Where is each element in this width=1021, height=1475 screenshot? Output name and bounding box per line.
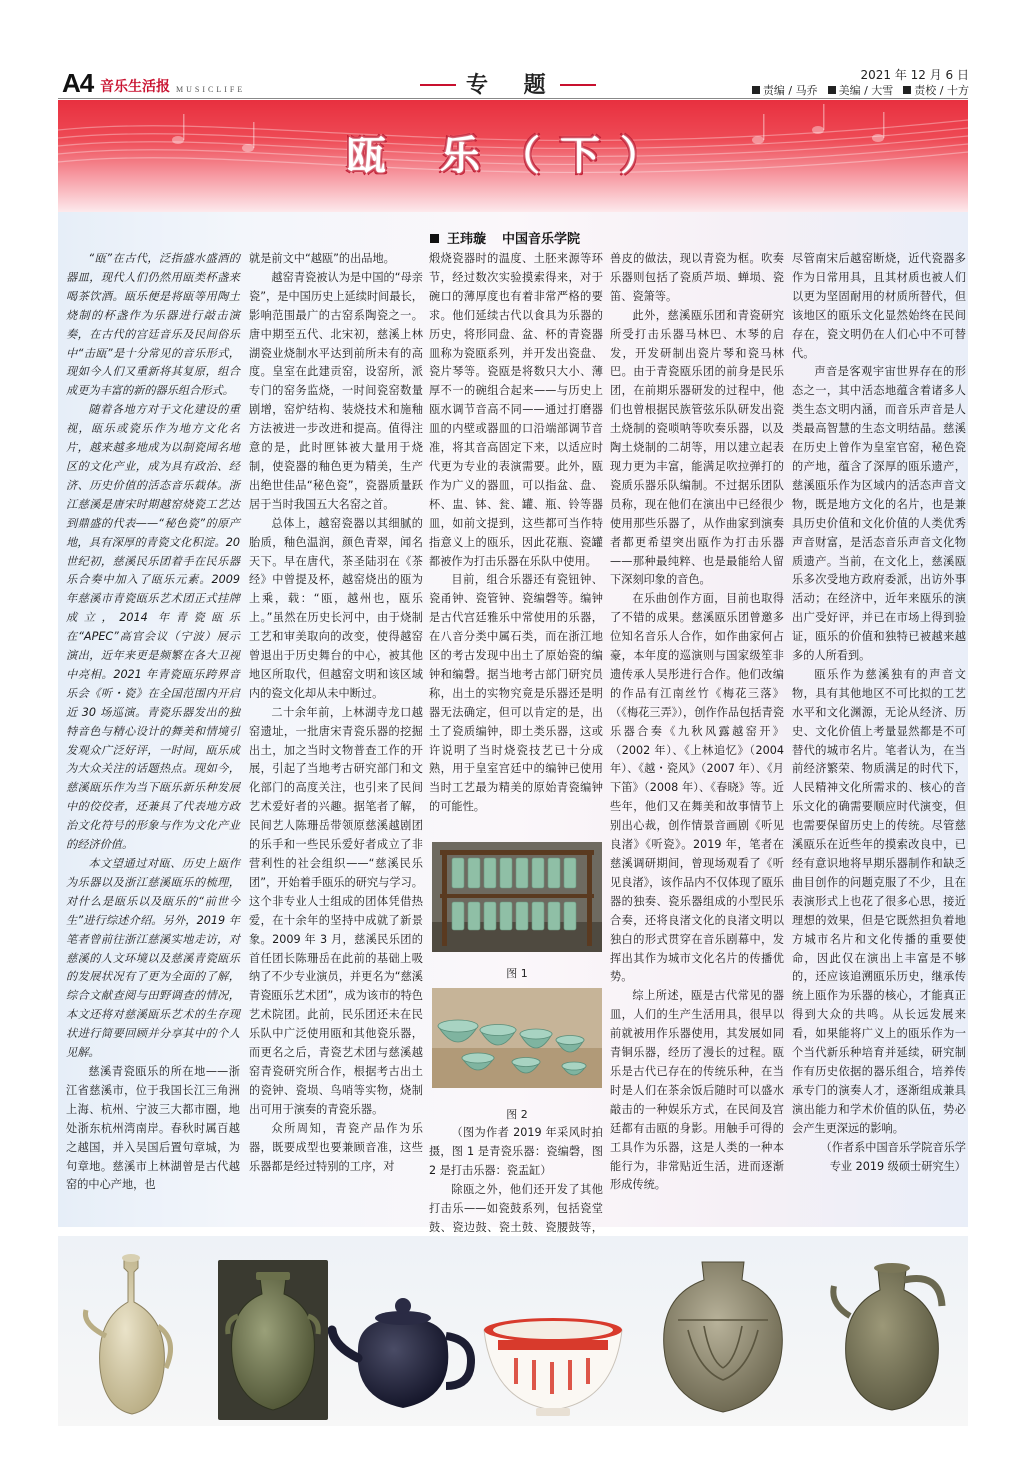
newspaper-name: 音乐生活报 xyxy=(100,79,170,95)
celadon-ewer-icon xyxy=(76,1250,186,1420)
square-bullet-icon xyxy=(752,86,760,94)
paragraph: 瓯乐作为慈溪独有的声音文物，具有其他地区不可比拟的工艺水平和文化渊源，无论从经济、历史、文化价值上考量显然都是不可替代的城市名片。笔者认为，在当前经济繁荣、物质满足的时代下，人民精神文化所需求的、核心的音乐文化的确需要顺应时代演变，但也需要保留历史上的传统。尽管慈溪瓯乐在近些年的摸索改良中，已经有意识地将早期乐器制作和缺乏曲目创作的问题克服了不少，且在表演形式上也花了很多心思，接近理想的效果，但是它既然担负着地方城市名片和文化传播的重要使命，因此仅在演出上丰富是不够的，还应该追溯瓯乐历史，继承传统上瓯作为乐器的核心，才能真正得到大众的共鸣。从长远发展来看，如果能将广义上的瓯乐作为一个当代新乐种培育并延续，研究制作有历史依据的器乐组合，培养传承专门的演奏人才，逐渐组成兼具演出能力和学术价值的队伍，势必会产生更深远的影响。 xyxy=(792,667,966,1135)
handled-stoneware-pot-icon xyxy=(828,1250,958,1420)
byline xyxy=(430,228,580,247)
pottery-photo-strip xyxy=(58,1236,968,1426)
paragraph: 尽管南宋后越窑断烧，近代瓷器多作为日常用具，且其材质也被人们以更为坚固耐用的材质所替代，但该地区的瓯乐文化显然始终在民间存在，瓷文明仍在人们心中不可替代。 xyxy=(792,252,966,360)
paragraph: 就是前文中“越瓯”的出品地。 xyxy=(249,252,395,265)
paragraph: 除瓯之外，他们还开发了其他打击乐——如瓷鼓系列，包括瓷堂鼓、瓷边鼓、瓷土鼓、瓷腰鼓等， xyxy=(429,1182,603,1234)
paragraph: 二十余年前，上林湖寺龙口越窑遗址，一批唐宋青瓷乐器的挖掘出土，加之当时文物普查工作的开展，引起了当地考古研究部门和文化部门的高度关注，也引来了民间艺术爱好者的兴趣。据笔者了解，民间艺人陈珊岳带领原慈溪越剧团的乐手和一些民乐爱好者成立了非营利性的社会组织——“慈溪民乐团”，开始着手瓯乐的研究与学习。这个非专业人士组成的团体凭借热爱，在十余年的坚持中成就了新景象。2009 年 3 月，慈溪民乐团的首任团长陈珊岳在此前的基础上吸纳了不少专业演员，并更名为“慈溪青瓷瓯乐艺术团”，成为该市的特色艺术院团。此前，民乐团还未在民乐队中广泛使用瓯和其他瓷乐器，而更名之后，青瓷艺术团与慈溪越窑青瓷研究所合作，根据考古出土的瓷钟、瓷埙、鸟哨等实物，烧制出可用于演奏的青瓷乐器。 xyxy=(249,705,423,1116)
paragraph: 在乐曲创作方面，目前也取得了不错的成果。慈溪瓯乐团曾邀多位知名音乐人合作，如作曲家何占豪，本年度的巡演则与国家级笙非遗传承人吴彤进行合作。他们改编的作品有江南丝竹《梅花三落》（《梅花三弄》），创作作品包括青瓷乐器合奏《九秋风露越窑开》（2002 年）、《上林追忆》（2004 年）、《越・瓷风》（2007 年）、《月下笛》（2008 年）、《春晓》等。近些年，他们又在舞美和故事情节上别出心裁，创作情景音画剧《听见良渚》《听瓷》。2019 年，笔者在慈溪调研期间，曾现场观看了《听见良渚》，该作品内不仅体现了瓯乐器的独奏、瓷乐器组成的小型民乐合奏，还将良渚文化的良渚文明以独白的形式贯穿在音乐剧幕中，发挥出其作为城市文化名片的传播优势。 xyxy=(610,592,784,984)
carved-lotus-jar-icon xyxy=(658,1250,788,1420)
paragraph: 声音是客观宇宙世界存在的形态之一，其中活态地蕴含着诸多人类生态文明内涵，而音乐声音是人类最高智慧的生态文明结晶。慈溪在历史上曾作为皇室官窑，秘色瓷的产地，蕴含了深厚的瓯乐遗产，慈溪瓯乐作为区域内的活态声音文物，既是地方文化的名片，也是兼具历史价值和文化价值的人类优秀声音财富，是活态音乐声音文化物质遗产。当前，在文化上，慈溪瓯乐多次受地方政府委派，出访外事活动；在经济中，近年来瓯乐的演出广受好评，并已在市场上得到验证，瓯乐的价值和独特已被越来越多的人所看到。 xyxy=(792,365,966,663)
section-rule-left xyxy=(420,84,456,86)
paragraph: 本文望通过对瓯、历史上瓯作为乐器以及浙江慈溪瓯乐的梳理，对什么是瓯乐以及瓯乐的“前世今生”进行综述介绍。另外，2019 年笔者曾前往浙江慈溪实地走访，对慈溪的人文环境以及慈溪青瓷瓯乐的发展状况有了更为全面的了解，综合文献查阅与田野调查的情况，本文还将对慈溪瓯乐艺术的生存现状进行简要回顾并分享其中的个人见解。 xyxy=(66,857,240,1060)
celadon-bowls-icon xyxy=(432,988,602,1088)
page-number: A4 xyxy=(62,68,94,98)
article-column-5 xyxy=(792,250,966,1176)
editor-credit: 责校 / 十方 xyxy=(903,82,969,98)
editor-credits xyxy=(752,82,969,98)
issue-date: 2021 年 12 月 6 日 xyxy=(860,68,969,82)
green-glazed-jar-icon xyxy=(218,1260,328,1420)
paragraph: “瓯”在古代，泛指盛水盛酒的器皿，现代人们仍然用瓯类杯盏来喝茶饮酒。瓯乐便是将瓯等用陶土烧制的杯盏作为乐器进行敲击演奏，在古代的宫廷音乐及民间俗乐中“击瓯”是十分常见的音乐形式，现如今人们又重新将其复原，组合成更为丰富的新的器乐组合形式。 xyxy=(66,252,240,398)
figure-1-photo xyxy=(432,842,602,952)
article-column-3 xyxy=(429,250,603,817)
article-column-1 xyxy=(66,250,240,1195)
newspaper-english-name: MUSICLIFE xyxy=(176,85,246,94)
article-column-2 xyxy=(249,250,423,1176)
paragraph: 此外，慈溪瓯乐团和青瓷研究所受打击乐器马林巴、木琴的启发，开发研制出瓷片琴和瓷马林巴。由于青瓷瓯乐团的前身是民乐团，在前期乐器研发的过程中，他们也曾根据民族管弦乐队研发出瓷土烧制的瓷唢呐等吹奏乐器，以及陶土烧制的二胡等，用以建立起表现力更为丰富，能满足吹拉弹打的瓷质乐器乐队编制。不过据乐团队员称，现在他们在演出中已经很少使用那些乐器了，从作曲家到演奏者都更希望突出瓯作为打击乐器——那种最纯粹、也是最能给人留下深刻印象的音色。 xyxy=(610,308,784,587)
paragraph: 综上所述，瓯是古代常见的器皿，人们的生产生活用具，很早以前就被用作乐器使用，其发展如同青铜乐器，经历了漫长的过程。瓯乐是古代已存在的传统乐种，在当时是人们在茶余饭后随时可以盛水敲击的一种娱乐方式，在民间及宫廷都有击瓯的身影。用触手可得的工具作为乐器，这是人类的一种本能行为，非常贴近生活，进而逐渐形成传统。 xyxy=(610,989,784,1192)
paragraph: 慈溪青瓷瓯乐的所在地——浙江省慈溪市，位于我国长江三角洲上海、杭州、宁波三大都市圈，地处浙东杭州湾南岸。春秋时属百越之越国，并入吴国后置句章城，为句章地。慈溪市上林湖曾是古代越窑的中心产地，也 xyxy=(66,1064,240,1192)
paragraph: 兽皮的做法，现以青瓷为框。吹奏乐器则包括了瓷质芦埙、蝉埙、瓷笛、瓷箫等。 xyxy=(610,252,784,303)
editor-credit: 美编 / 大雪 xyxy=(828,82,894,98)
square-bullet-icon xyxy=(828,86,836,94)
editor-credit: 责编 / 马乔 xyxy=(752,82,818,98)
author-affiliation: 中国音乐学院 xyxy=(502,232,581,247)
title-banner xyxy=(58,100,968,212)
paragraph: 煅烧瓷器时的温度、土胚来源等环节，经过数次实验摸索得来，对于碗口的薄厚度也有着非常严格的要求。他们延续古代以食具为乐器的历史，将形同盘、盆、杯的青瓷器皿称为瓷瓯系列，并开发出瓷盘、瓷片琴等。瓷瓯是将数只大小、薄厚不一的碗组合起来——与历史上瓯水调节音高不同——通过打磨器皿的内壁或器皿的口沿端部调节音准，将其音高固定下来，以适应时代更为专业的表演需要。此外，瓯作为广义的器皿，可以指盆、盘、杯、盅、钵、瓮、罐、瓶、铃等器皿，如前文提到，这些都可当作特指意义上的瓯乐，因此花瓶、瓷罐都被作为打击乐器在乐队中使用。 xyxy=(429,252,603,568)
ceramic-chimes-icon xyxy=(432,842,602,952)
paragraph: 越窑青瓷被认为是中国的“母亲瓷”，是中国历史上延续时间最长，影响范围最广的古窑系陶瓷之一。唐中期至五代、北宋初，慈溪上林湖瓷业烧制水平达到前所未有的高度。皇室在此建贡窑，设窑所，派专门的窑务监烧，一时间瓷窑数量剧增，窑炉结构、装烧技术和施釉方法被进一步改进和提高。值得注意的是，此时匣钵被大量用于烧制，使瓷器的釉色更为精美，生产出绝世佳品“秘色瓷”，瓷器质量跃居于当时我国五大名窑之首。 xyxy=(249,270,423,511)
section-rule-right xyxy=(560,84,596,86)
square-bullet-icon xyxy=(903,86,911,94)
article-title: 瓯 乐（下） xyxy=(346,132,680,179)
figure-1-caption: 图 1 xyxy=(506,967,528,980)
paragraph: 随着各地方对于文化建设的重视，瓯乐或瓷乐作为地方文化名片，越来越多地成为以制瓷闻名地区的文化产业，成为具有政治、经济、历史价值的活态音乐载体。浙江慈溪是唐宋时期越窑烧瓷工艺达到鼎盛的代表——“秘色瓷”的原产地，具有深厚的青瓷文化积淀。20 世纪初，慈溪民乐团着手在民乐器乐合奏中加入了瓯乐元素。2009 年慈溪市青瓷瓯乐艺术团正式挂牌成立，2014 年青瓷瓯乐在“APEC”高官会议（宁波）展示演出，近年来更是频繁在各大卫视中亮相。2021 年青瓷瓯乐跨界音乐会《听・瓷》在全国范围内开启近 30 场巡演。青瓷乐器发出的独特音色与精心设计的舞美和情境引发观众广泛好评，一时间，瓯乐成为大众关注的话题热点。现如今，慈溪瓯乐作为当下瓯乐新乐种发展中的佼佼者，还兼具了代表地方政治文化符号的形象与作为文化产业的经济价值。 xyxy=(66,403,240,852)
red-white-porcelain-bowl-icon xyxy=(478,1310,628,1420)
figure-note: （图为作者 2019 年采风时拍摄，图 1 是青瓷乐器：瓷编磬，图 2 是打击乐器：瓷盂缸） xyxy=(429,1126,603,1177)
figure-2-caption: 图 2 xyxy=(506,1108,528,1121)
zisha-teapot-icon xyxy=(328,1290,478,1420)
author-name: 王玮璇 xyxy=(447,232,487,247)
page-header xyxy=(0,0,1021,100)
header-rule xyxy=(58,98,968,99)
paragraph: 目前，组合乐器还有瓷钮钟、瓷甬钟、瓷管钟、瓷编磬等。编钟是古代宫廷雅乐中常使用的乐器，在八音分类中属石类，而在浙江地区的考古发现中出土了原始瓷的编钟和编磬。据当地考古部门研究员称，出土的实物究竟是乐器还是明器无法确定，但可以肯定的是，出土了瓷质编钟，即土类乐器，这或许说明了当时烧瓷技艺已十分成熟，用于皇室宫廷中的编钟已使用当时工艺最为精美的原始青瓷编钟的可能性。 xyxy=(429,573,603,814)
author-note: （作者系中国音乐学院音乐学专业 2019 级硕士研究生） xyxy=(820,1140,966,1173)
figure-2-photo xyxy=(432,988,602,1088)
paragraph: 总体上，越窑瓷器以其细腻的胎质，釉色温润，颜色青翠，闻名天下。早在唐代，茶圣陆羽在《茶经》中曾提及杯，越窑烧出的瓯为上乘，载：“瓯，越州也，瓯乐上。”虽然在历史长河中，由于烧制工艺和审美取向的改变，使得越窑曾退出于历史舞台的中心，被其他地区所取代，但越窑文明和该区域内的瓷文化却从未中断过。 xyxy=(249,516,423,700)
section-title: 专 题 xyxy=(466,72,560,98)
square-bullet-icon xyxy=(430,234,439,243)
article-column-4 xyxy=(610,250,784,1195)
paragraph: 众所周知，青瓷产品作为乐器，既要成型也要兼顾音准，这些乐器都是经过特别的工序，对 xyxy=(249,1121,423,1173)
